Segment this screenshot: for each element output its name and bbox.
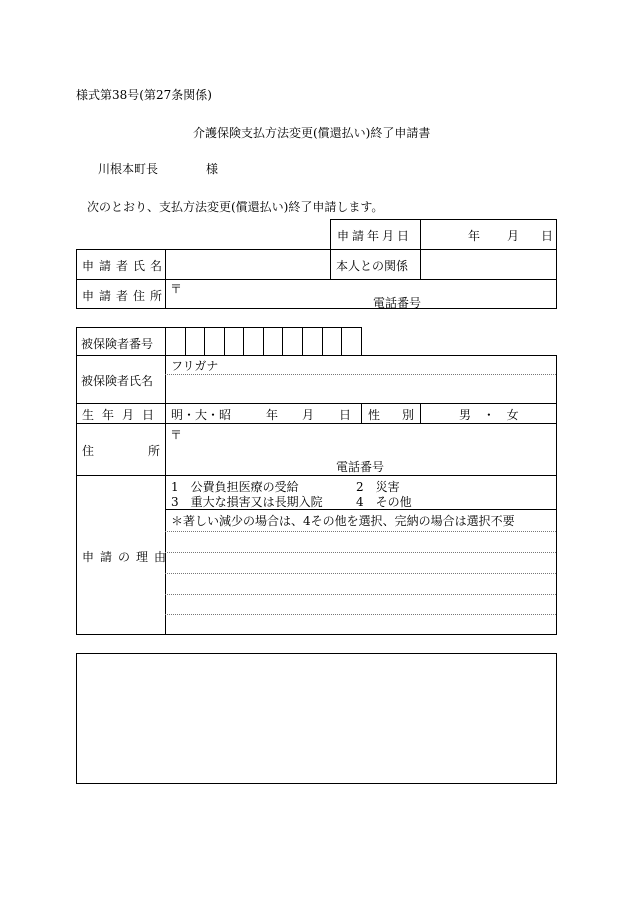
birth-date-field[interactable]: [166, 404, 361, 423]
insured-phone-label: 電話番号: [336, 460, 385, 474]
sex-field[interactable]: [421, 404, 556, 423]
applicant-address-field[interactable]: [166, 280, 556, 308]
sex-label: 性別: [368, 408, 437, 422]
birth-month-unit: 月: [302, 408, 315, 422]
application-day-unit: 日: [541, 229, 554, 243]
addressee: 川根本町長: [98, 162, 159, 176]
insured-postal-mark: 〒: [170, 428, 183, 442]
intro-text: 次のとおり、支払方法変更(償還払い)終了申請します。: [87, 200, 384, 214]
sex-options: 男 ・ 女: [459, 408, 519, 422]
reason-option-3[interactable]: 3 重大な損害又は長期入院: [171, 495, 323, 509]
applicant-postal-mark: 〒: [170, 282, 183, 296]
application-date-field[interactable]: [421, 220, 556, 249]
reason-text-area[interactable]: [166, 530, 556, 634]
honorific: 様: [206, 162, 219, 176]
reason-option-4[interactable]: 4 その他: [356, 495, 412, 509]
form-number: 様式第38号(第27条関係): [76, 88, 212, 102]
reason-label: 申請の理由: [82, 550, 173, 564]
relation-label: 本人との関係: [336, 259, 409, 273]
insured-address-label-sho: 所: [148, 444, 161, 458]
birth-year-unit: 年: [266, 408, 279, 422]
office-use-box: [76, 653, 557, 784]
applicant-phone-label: 電話番号: [373, 296, 422, 310]
applicant-address-label: 申請者住所: [82, 289, 168, 303]
reason-option-1[interactable]: 1 公費負担医療の受給: [171, 480, 299, 494]
birth-date-label: 生年月日: [82, 408, 163, 422]
reason-option-2[interactable]: 2 災害: [356, 480, 400, 494]
insured-number-field[interactable]: [166, 328, 361, 355]
application-month-unit: 月: [507, 229, 520, 243]
insured-name-label: 被保険者氏名: [81, 374, 154, 388]
birth-era-options: 明・大・昭: [171, 408, 232, 422]
applicant-name-field[interactable]: [166, 250, 330, 279]
insured-number-label: 被保険者番号: [81, 337, 154, 351]
applicant-name-label: 申請者氏名: [82, 259, 168, 273]
insured-name-field[interactable]: [166, 356, 556, 403]
relation-field[interactable]: [421, 250, 556, 279]
form-title: 介護保険支払方法変更(償還払い)終了申請書: [193, 126, 431, 140]
reason-note: ＊著しい減少の場合は、4その他を選択、完納の場合は選択不要: [171, 514, 515, 528]
insured-address-label-ju: 住: [82, 444, 95, 458]
application-year-unit: 年: [468, 229, 481, 243]
application-date-label: 申請年月日: [337, 229, 413, 243]
birth-day-unit: 日: [339, 408, 352, 422]
insured-address-field[interactable]: [166, 424, 556, 475]
furigana-label: フリガナ: [171, 359, 219, 373]
